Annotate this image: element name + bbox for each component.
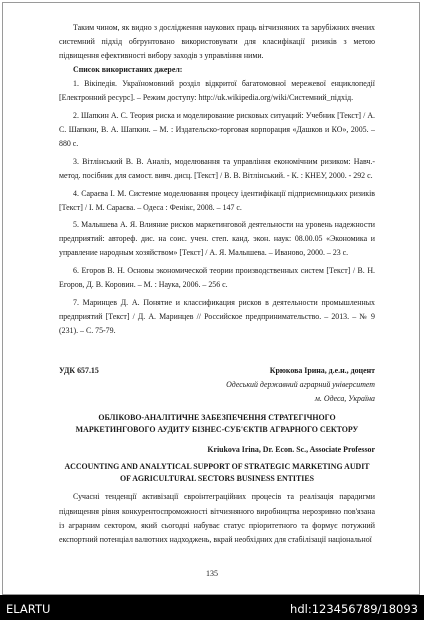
- article-title-en: ACCOUNTING AND ANALYTICAL SUPPORT OF STRATEGIC MARKETING AUDIT OF AGRICULTURAL SECTORS BUSINESS ENTITIES: [64, 462, 370, 483]
- page-number: 135: [206, 569, 218, 578]
- reference-item: 3. Вітлінський В. В. Аналіз, моделювання та управління економічним ризиком: Навч.-метод. посібник для самост. вивч. дисц. [Текст] / В. В. Вітлінський. - К. : КНЕУ, 2000. - 292 с.: [59, 156, 375, 180]
- reference-item: 6. Егоров В. Н. Основы экономической теории производственных систем [Текст] / В. Н. Егоров, Д. В. Коровин. – М. : Наука, 2006. – 256 с.: [59, 266, 375, 290]
- reference-item: 7. Маринцев Д. А. Понятие и классификация рисков в деятельности промышленных предприятий [Текст] / Д. А. Маринцев // Российское предпринимательство. – 2013. – № 9 (231). – С. 75-79.: [59, 297, 375, 335]
- author-en: Kriukova Irina, Dr. Econ. Sc., Associate Professor: [207, 445, 375, 455]
- affiliation-university: Одеський державний аграрний університет: [226, 380, 375, 390]
- reference-item: 5. Малышева А. Я. Влияние рисков маркетинговой деятельности на уровень надежности предприятий: автореф. дис. на соис. учен. степ. канд. экон. наук: 08.00.05 «Экономика и управление народным хозяйством» [Текст] / А. Я. Малышева. – Иваново, 2000. – 23 с.: [59, 220, 375, 258]
- reference-item: 1. Вікіпедія. Україномовний розділ відкритої багатомовної мережевої енциклопедії [Електронний ресурс]. – Режим доступу: http://uk.wikipedia.org/wiki/Системний_підхід.: [59, 79, 375, 103]
- affiliation-city: м. Одеса, Україна: [314, 394, 375, 404]
- repository-label: ELARTU: [6, 602, 51, 616]
- reference-item: 2. Шапкин А. С. Теория риска и моделирование рисковых ситуаций: Учебник [Текст] / А. С. Шапкин, В. А. Шапкин. – М. : Издательско-торговая корпорация «Дашков и КО», 2005. – 880 с.: [59, 111, 375, 149]
- page-content: [59, 21, 375, 547]
- viewer-footer: [0, 595, 424, 620]
- intro-paragraph: Таким чином, як видно з дослідження наукових праць вітчизняних та зарубіжних вчених системний підхід обгрунтовано використовувати для класифікації ризиків з метою підвищення ефективності вибору заходів з управління ними.: [59, 23, 375, 61]
- article-title-ua: ОБЛІКОВО-АНАЛІТИЧНЕ ЗАБЕЗПЕЧЕННЯ СТРАТЕГІЧНОГО МАРКЕТИНГОВОГО АУДИТУ БІЗНЕС-СУБ'ЄКТІВ АГРАРНОГО СЕКТОРУ: [75, 413, 359, 434]
- document-page: [2, 2, 420, 595]
- reference-item: 4. Сарaєва І. М. Системне моделювання процесу ідентифікації підприємницьких ризиків [Текст] / І. М. Сараєва. – Одеса : Фенікс, 2008. – 147 с.: [59, 188, 375, 212]
- references-heading: Список використаних джерел:: [73, 65, 183, 75]
- abstract-paragraph: Сучасні тенденції активізації євроінтеграційних процесів та реалізація парадигми підвищення рівня конкурентоспроможності вітчизняного виробництва нерозривно пов'язана із аграрним сектором, який сьогодні набуває статус пріоритетного та формує потужний експортний потенціал валютних надходжень, вкрай необхідних для стабілізації національної: [59, 492, 375, 544]
- handle-identifier: hdl:123456789/18093: [290, 602, 418, 616]
- author-ua: Крюкова Ірина, д.е.н., доцент: [269, 366, 375, 376]
- udk-code: УДК 657.15: [59, 365, 99, 375]
